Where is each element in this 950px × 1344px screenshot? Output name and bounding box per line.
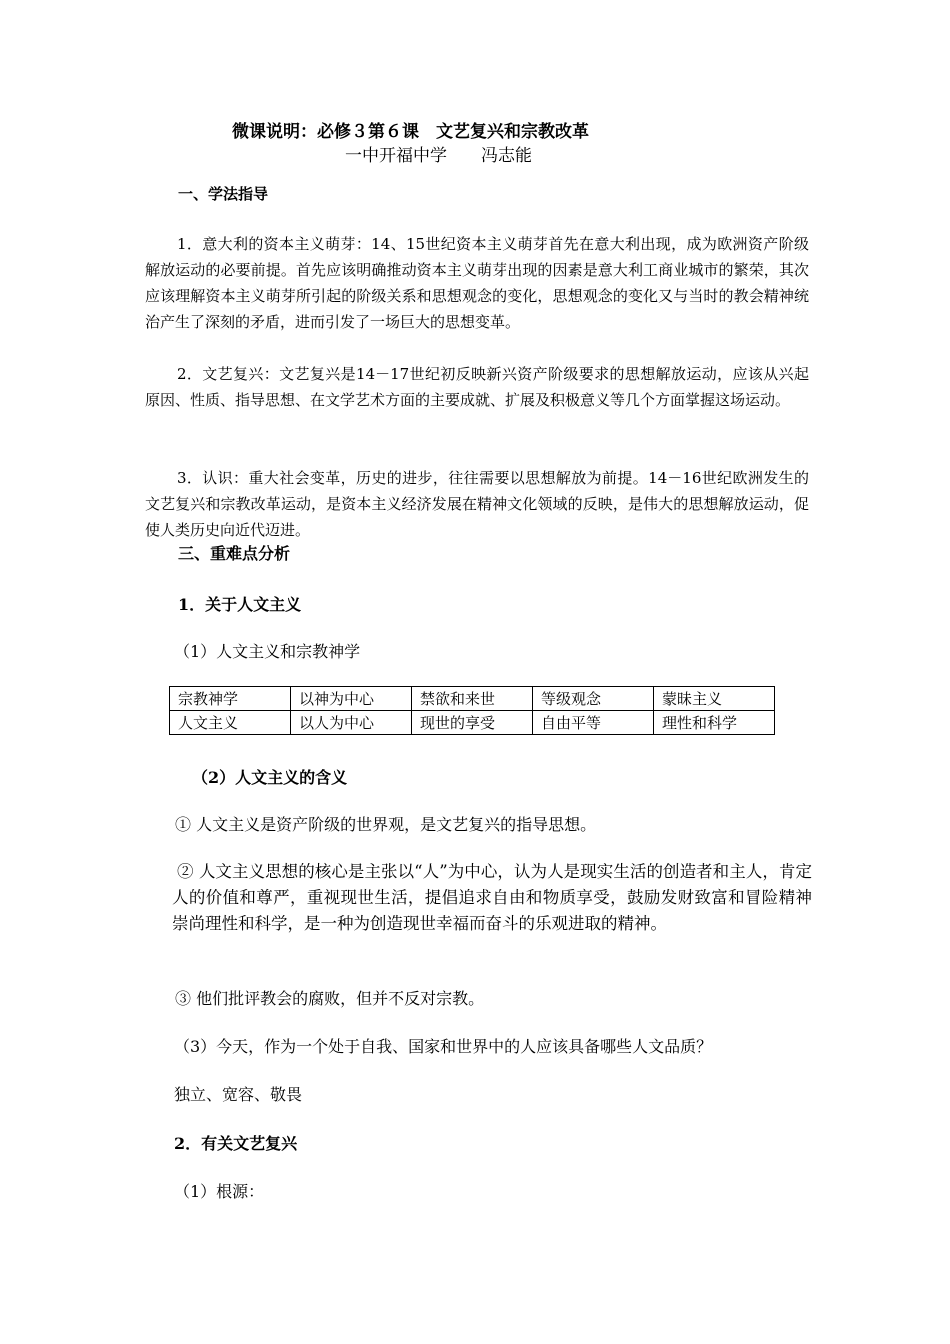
document-title: 微课说明：必修３第６课 文艺复兴和宗教改革 (232, 122, 589, 142)
table-row (170, 711, 775, 735)
paragraph-1: 1．意大利的资本主义萌芽：14、15世纪资本主义萌芽首先在意大利出现，成为欧洲资产阶级解放运动的必要前提。首先应该明确推动资本主义萌芽出现的因素是意大利工商业城市的繁荣，其次应该理解资本主义萌芽所引起的阶级关系和思想观念的变化，思想观念的变化又与当时的教会精神统治产生了深刻的矛盾，进而引发了一场巨大的思想变革。 (145, 235, 809, 331)
table-cell: 自由平等 (533, 711, 654, 735)
paragraph-2: 2．文艺复兴：文艺复兴是14－17世纪初反映新兴资产阶级要求的思想解放运动，应该从兴起原因、性质、指导思想、在文学艺术方面的主要成就、扩展及积极意义等几个方面掌握这场运动。 (145, 365, 809, 409)
table-cell: 蒙昧主义 (654, 687, 775, 711)
section-heading-study-guide: 一、学法指导 (178, 185, 269, 203)
table-cell: 理性和科学 (654, 711, 775, 735)
table-cell: 以人为中心 (291, 711, 412, 735)
subheading-humanism-meaning: （2）人文主义的含义 (192, 768, 348, 787)
section-heading-key-points: 三、重难点分析 (178, 544, 291, 563)
table-cell: 以神为中心 (291, 687, 412, 711)
author-line: 一中开福中学 冯志能 (345, 146, 532, 166)
table-cell: 禁欲和来世 (412, 687, 533, 711)
table-cell: 宗教神学 (170, 687, 291, 711)
topic-heading-renaissance: 2．有关文艺复兴 (174, 1134, 298, 1153)
paragraph-3: 3．认识：重大社会变革，历史的进步，往往需要以思想解放为前提。14－16世纪欧洲发生的文艺复兴和宗教改革运动，是资本主义经济发展在精神文化领域的反映，是伟大的思想解放运动，促使人类历史向近代迈进。 (145, 469, 809, 539)
subheading-humanism-vs-theology: （1）人文主义和宗教神学 (174, 642, 361, 661)
point-1: ① 人文主义是资产阶级的世界观，是文艺复兴的指导思想。 (175, 815, 597, 834)
topic-heading-humanism: 1．关于人文主义 (178, 595, 302, 614)
table-cell: 现世的享受 (412, 711, 533, 735)
table-cell: 等级观念 (533, 687, 654, 711)
point-3: ③ 他们批评教会的腐败，但并不反对宗教。 (175, 989, 485, 1008)
answer-qualities: 独立、宽容、敬畏 (174, 1085, 303, 1104)
question-humanistic-qualities: （3）今天，作为一个处于自我、国家和世界中的人应该具备哪些人文品质？ (174, 1037, 713, 1056)
table-cell: 人文主义 (170, 711, 291, 735)
comparison-table (169, 686, 775, 735)
table-row (170, 687, 775, 711)
subheading-origin: （1）根源： (174, 1182, 265, 1201)
point-2: ② 人文主义思想的核心是主张以“人”为中心，认为人是现实生活的创造者和主人，肯定人的价值和尊严，重视现世生活，提倡追求自由和物质享受，鼓励发财致富和冒险精神崇尚理性和科学，是一种为创造现世幸福而奋斗的乐观进取的精神。 (172, 862, 812, 933)
